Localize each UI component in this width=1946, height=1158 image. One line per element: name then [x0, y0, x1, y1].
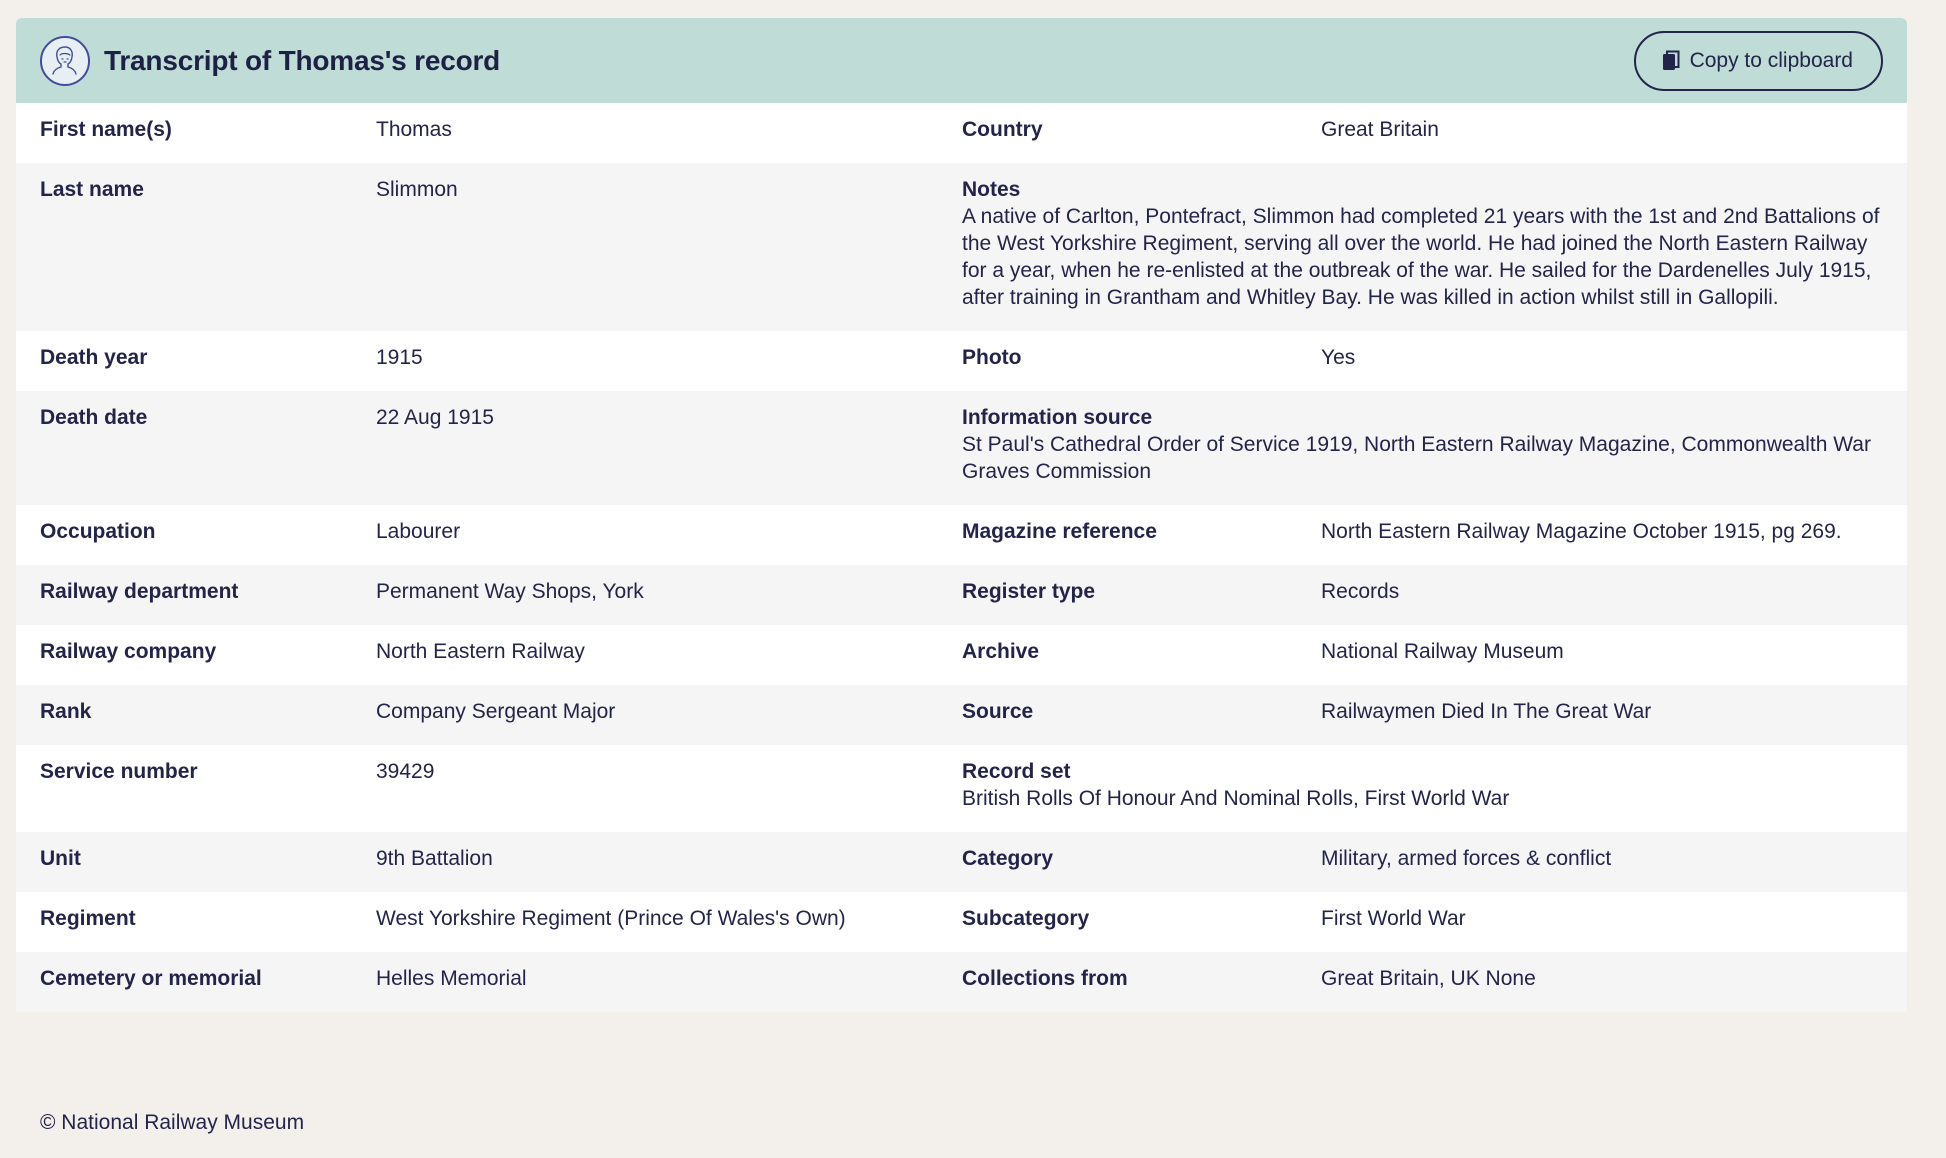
table-row	[16, 331, 1907, 391]
header-title-group	[40, 36, 500, 86]
record-header	[16, 18, 1907, 103]
table-row	[16, 103, 1907, 163]
information-source-field	[962, 391, 1907, 505]
table-row	[16, 505, 1907, 565]
table-row	[16, 565, 1907, 625]
record-panel	[16, 18, 1907, 1012]
field-label: Railway company	[40, 640, 217, 663]
table-row	[16, 163, 1907, 331]
field-value: Thomas	[376, 118, 452, 141]
clipboard-icon	[1662, 50, 1680, 72]
field-label: Subcategory	[962, 907, 1090, 930]
field-label: Last name	[40, 178, 144, 201]
field-label: Service number	[40, 760, 198, 783]
field-label: Death date	[40, 406, 148, 429]
table-row	[16, 892, 1907, 952]
field-label: Unit	[40, 847, 81, 870]
field-label: Photo	[962, 346, 1022, 369]
field-value: Labourer	[376, 520, 461, 543]
notes-field	[962, 163, 1907, 331]
field-label: Category	[962, 847, 1054, 870]
field-value: Great Britain, UK None	[1321, 967, 1536, 990]
table-row	[16, 391, 1907, 505]
field-value: Great Britain	[1321, 118, 1439, 141]
field-value: St Paul's Cathedral Order of Service 1919, North Eastern Railway Magazine, Commonwealth War Graves Commission	[962, 433, 1871, 483]
table-row	[16, 952, 1907, 1012]
field-label: Notes	[962, 178, 1021, 201]
field-value: Company Sergeant Major	[376, 700, 616, 723]
record-table	[16, 103, 1907, 1012]
field-label: Source	[962, 700, 1034, 723]
copy-to-clipboard-button[interactable]	[1634, 31, 1883, 91]
field-value: Helles Memorial	[376, 967, 527, 990]
field-label: Information source	[962, 406, 1153, 429]
field-label: Cemetery or memorial	[40, 967, 262, 990]
field-label: Magazine reference	[962, 520, 1157, 543]
field-label: Railway department	[40, 580, 239, 603]
field-value: Records	[1321, 580, 1400, 603]
field-value: West Yorkshire Regiment (Prince Of Wales's Own)	[376, 907, 846, 930]
table-row	[16, 685, 1907, 745]
field-value: North Eastern Railway Magazine October 1915, pg 269.	[1321, 520, 1842, 543]
footer-copyright: © National Railway Museum	[40, 1111, 305, 1134]
field-value: 22 Aug 1915	[376, 406, 494, 429]
field-value: British Rolls Of Honour And Nominal Rolls, First World War	[962, 787, 1510, 810]
field-value: Military, armed forces & conflict	[1321, 847, 1612, 870]
field-value: A native of Carlton, Pontefract, Slimmon had completed 21 years with the 1st and 2nd Battalions of the West Yorkshire Regiment, serving all over the world. He had joined the North Eastern Railway for a year, when he re-enlisted at the outbreak of the war. He sailed for the Dardenelles July 1915, after training in Grantham and Whitley Bay. He was killed in action whilst still in Gallopili.	[962, 205, 1880, 309]
field-label: Record set	[962, 760, 1071, 783]
field-value: Slimmon	[376, 178, 458, 201]
page-title: Transcript of Thomas's record	[104, 44, 501, 76]
field-label: Death year	[40, 346, 148, 369]
record-set-field	[962, 745, 1907, 832]
field-value: Permanent Way Shops, York	[376, 580, 644, 603]
table-row	[16, 625, 1907, 685]
copy-button-label: Copy to clipboard	[1689, 48, 1853, 72]
field-label: Rank	[40, 700, 92, 723]
field-label: Occupation	[40, 520, 156, 543]
portrait-avatar-icon	[40, 36, 90, 86]
field-label: Collections from	[962, 967, 1128, 990]
field-label: Register type	[962, 580, 1096, 603]
field-label: Country	[962, 118, 1043, 141]
field-value: North Eastern Railway	[376, 640, 585, 663]
field-value: National Railway Museum	[1321, 640, 1564, 663]
field-value: Railwaymen Died In The Great War	[1321, 700, 1652, 723]
field-label: Archive	[962, 640, 1040, 663]
table-row	[16, 832, 1907, 892]
field-label: First name(s)	[40, 118, 172, 141]
field-value: First World War	[1321, 907, 1466, 930]
field-value: 1915	[376, 346, 423, 369]
field-value: Yes	[1321, 346, 1356, 369]
table-row	[16, 745, 1907, 832]
field-value: 9th Battalion	[376, 847, 493, 870]
field-label: Regiment	[40, 907, 136, 930]
field-value: 39429	[376, 760, 435, 783]
